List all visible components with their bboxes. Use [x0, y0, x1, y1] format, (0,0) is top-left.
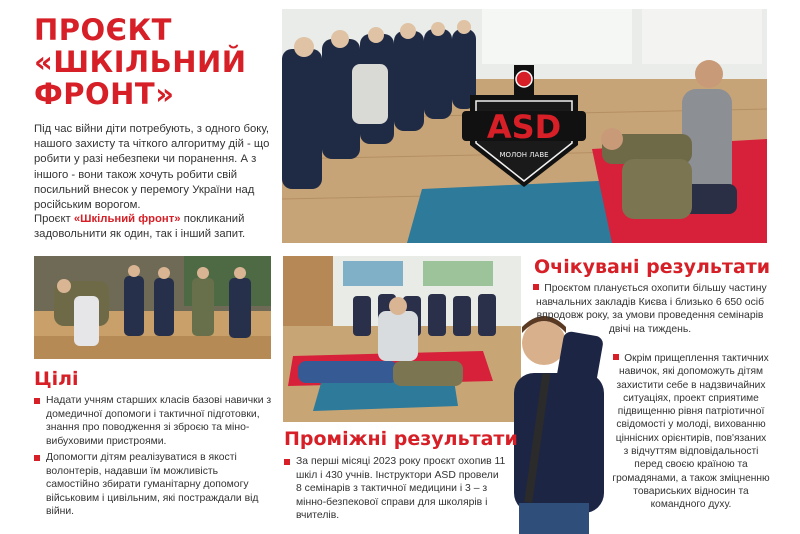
expected-item-2: Окрім прищеплення тактичних навичок, які допоможуть дітям захистити себе в надзвичайних ситуаціях, проект сприятиме підвищенню рівня патріотичної свідомості у молоді, вихованню ціннісних орієнтирів, пов'язаних з відчуттям відповідальності перед своєю країною та громадянами, а також зміцненню товариських відносин та командного духу.	[612, 353, 770, 511]
title-line-1: ПРОЄКТ	[34, 13, 172, 47]
photo-student-tourniquet	[494, 313, 606, 534]
expected-results-heading: Очікувані результати	[534, 256, 771, 278]
logo-subtext: МОЛОН ЛАВЕ	[499, 151, 549, 159]
intermediate-item-1: За перші місяці 2023 року проєкт охопив 11 шкіл і 430 учнів. Інструктори ASD провели 8 семінарів з тактичної медицини і 3 – з мінно-безпекової справи для школярів і вчителів.	[284, 455, 506, 523]
title-line-3: ФРОНТ»	[34, 77, 175, 111]
intro-paragraph-2: Проєкт «Шкільний фронт» покликаний задовольнити як один, так і інший запит.	[34, 213, 246, 241]
asd-logo	[458, 65, 590, 193]
goal-item-2: Допомогти дітям реалізуватися в якості волонтерів, надавши їм можливість самостійно збирати гуманітарну допомогу військовим і цивільним, які постраждали від війни.	[34, 451, 272, 519]
intermediate-results-heading: Проміжні результати	[284, 428, 518, 450]
photo-students-standing	[34, 256, 271, 359]
title-line-2: «ШКІЛЬНИЙ	[34, 45, 247, 79]
goal-item-1: Надати учням старших класів базові навички з домедичної допомоги і тактичної підготовки, знання про поводження зі зброєю та міно-вибуховими пристроями.	[34, 394, 272, 448]
logo-text: ASD	[486, 108, 562, 146]
expected-item-1: Проєктом планується охопити більшу частину навчальних закладів Києва і близько 6 650 осіб впродовж року, за умови проведення семінарів двічі на тиждень.	[530, 282, 770, 336]
intro-paragraph: Під час війни діти потребують, з одного боку, нашого захисту та чіткого алгоритму дій - що робити у разі небезпеки чи поранення. А з іншого - вони також хочуть робити свій посильний внесок у перемогу України над російським ворогом.	[34, 123, 270, 212]
project-name-highlight: «Шкільний фронт»	[73, 213, 181, 225]
goals-heading: Цілі	[34, 368, 79, 390]
photo-first-aid-demo	[283, 256, 521, 422]
page-title	[34, 14, 274, 110]
